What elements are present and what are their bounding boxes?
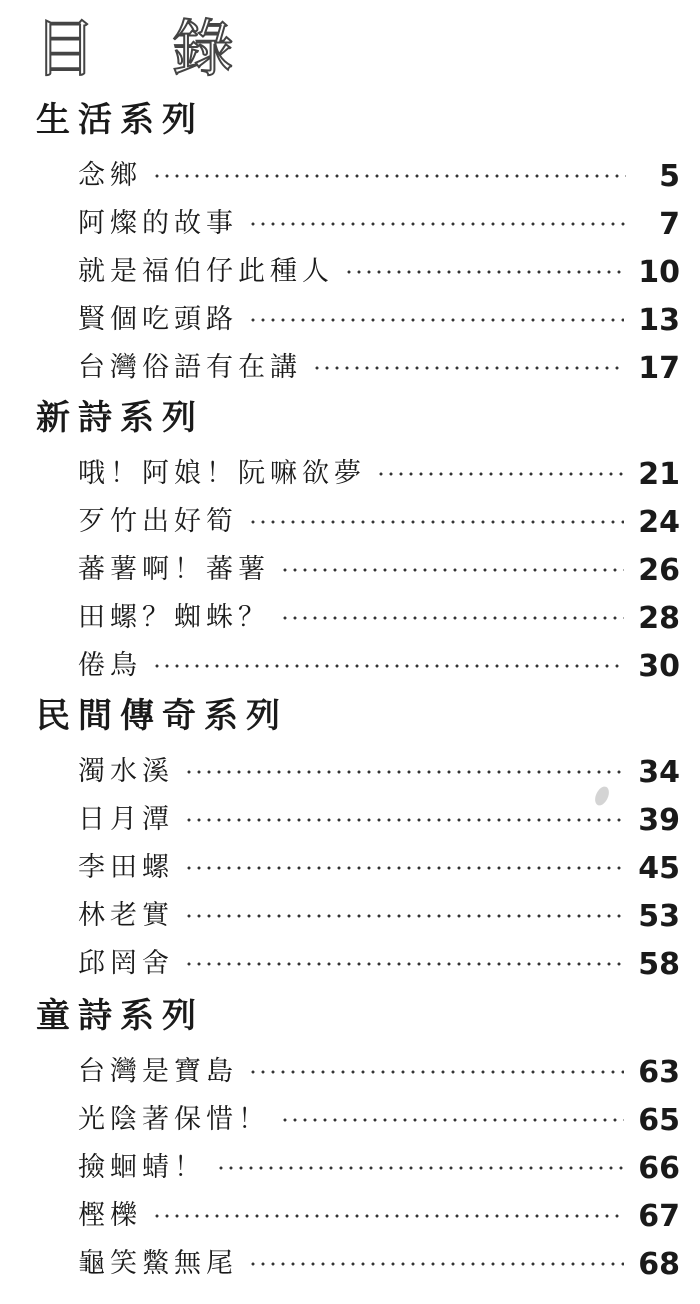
entry-title: 台灣俗語有在講 (78, 351, 302, 383)
dot-leader (376, 472, 624, 476)
entry-page-number: 13 (638, 302, 680, 338)
entry-page-number: 21 (638, 456, 680, 492)
dot-leader (184, 770, 624, 774)
entry-page-number: 68 (638, 1246, 680, 1282)
entry-title: 田螺？蜘蛛？ (78, 601, 270, 633)
section-new-poetry (36, 390, 680, 686)
dot-leader (280, 568, 624, 572)
entry-title: 濁水溪 (78, 755, 174, 787)
entry-title: 蕃薯啊！蕃薯 (78, 553, 270, 585)
entry-title: 光陰著保惜！ (78, 1103, 270, 1135)
entry-title: 林老實 (78, 899, 174, 931)
section-heading: 新詩系列 (36, 398, 204, 438)
toc-entry[interactable] (36, 244, 680, 292)
toc-entry[interactable] (36, 1044, 680, 1092)
toc-entry[interactable] (36, 292, 680, 340)
entry-title: 樫櫟 (78, 1199, 142, 1231)
toc-entry[interactable] (36, 1236, 680, 1284)
dot-leader (248, 520, 624, 524)
entry-page-number: 66 (638, 1150, 680, 1186)
toc-entry[interactable] (36, 1140, 680, 1188)
dot-leader (184, 914, 624, 918)
entry-title: 倦鳥 (78, 649, 142, 681)
entry-title: 就是福伯仔此種人 (78, 255, 334, 287)
dot-leader (248, 1262, 624, 1266)
entry-page-number: 58 (638, 946, 680, 982)
entry-title: 撿蛔蜻！ (78, 1151, 206, 1183)
entry-title: 念鄉 (78, 159, 142, 191)
entry-title: 哦！阿娘！阮嘛欲夢 (78, 457, 366, 489)
entry-page-number: 34 (638, 754, 680, 790)
section-heading: 生活系列 (36, 100, 204, 140)
entry-page-number: 39 (638, 802, 680, 838)
dot-leader (344, 270, 624, 274)
toc-entry[interactable] (36, 446, 680, 494)
toc-entry[interactable] (36, 888, 680, 936)
entry-title: 邱罔舍 (78, 947, 174, 979)
entry-title: 台灣是寶島 (78, 1055, 238, 1087)
entry-title: 歹竹出好筍 (78, 505, 238, 537)
toc-entry[interactable] (36, 590, 680, 638)
toc-entry[interactable] (36, 196, 680, 244)
entry-page-number: 5 (659, 158, 680, 194)
entry-page-number: 7 (659, 206, 680, 242)
dot-leader (280, 616, 624, 620)
toc-entry[interactable] (36, 494, 680, 542)
dot-leader (280, 1118, 624, 1122)
entry-page-number: 17 (638, 350, 680, 386)
entry-title: 阿燦的故事 (78, 207, 238, 239)
toc-entry[interactable] (36, 542, 680, 590)
entry-page-number: 63 (638, 1054, 680, 1090)
dot-leader (312, 366, 624, 370)
dot-leader (248, 222, 626, 226)
entry-page-number: 67 (638, 1198, 680, 1234)
dot-leader (152, 174, 626, 178)
entry-page-number: 26 (638, 552, 680, 588)
dot-leader (152, 1214, 624, 1218)
dot-leader (248, 1070, 624, 1074)
toc-entry[interactable] (36, 936, 680, 984)
dot-leader (184, 818, 624, 822)
entry-page-number: 53 (638, 898, 680, 934)
entry-title: 日月潭 (78, 803, 174, 835)
entry-page-number: 24 (638, 504, 680, 540)
toc-entry[interactable] (36, 340, 680, 388)
dot-leader (248, 318, 624, 322)
entry-title: 賢個吃頭路 (78, 303, 238, 335)
toc-entry[interactable] (36, 148, 680, 196)
toc-entry[interactable] (36, 1188, 680, 1236)
section-folk-legends (36, 688, 680, 984)
section-life (36, 92, 680, 388)
entry-page-number: 65 (638, 1102, 680, 1138)
section-heading: 民間傳奇系列 (36, 696, 288, 736)
entry-page-number: 45 (638, 850, 680, 886)
toc-entry[interactable] (36, 1092, 680, 1140)
dot-leader (216, 1166, 624, 1170)
entry-title: 龜笑鱉無尾 (78, 1247, 238, 1279)
dot-leader (184, 866, 624, 870)
toc-entry[interactable] (36, 744, 680, 792)
dot-leader (184, 962, 624, 966)
section-children-poetry (36, 988, 680, 1284)
entry-title: 李田螺 (78, 851, 174, 883)
dot-leader (152, 664, 624, 668)
toc-entry[interactable] (36, 792, 680, 840)
entry-page-number: 28 (638, 600, 680, 636)
page-title: 目 錄 (34, 12, 262, 85)
entry-page-number: 30 (638, 648, 680, 684)
entry-page-number: 10 (638, 254, 680, 290)
toc-entry[interactable] (36, 840, 680, 888)
section-heading: 童詩系列 (36, 996, 204, 1036)
toc-entry[interactable] (36, 638, 680, 686)
